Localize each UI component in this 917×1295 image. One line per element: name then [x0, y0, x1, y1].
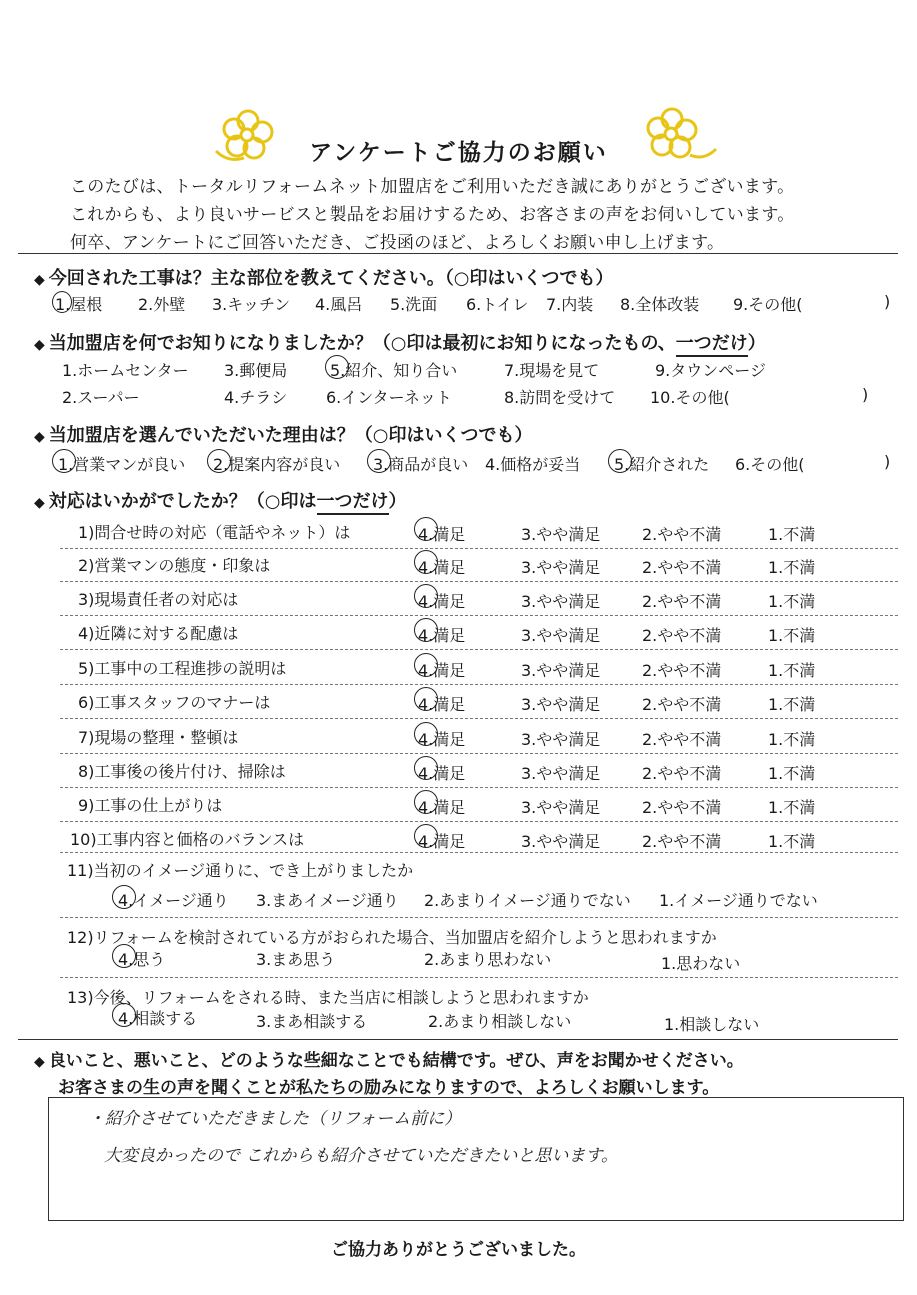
q1-option-1[interactable]: 1.屋根: [55, 295, 103, 314]
q4-rating-option[interactable]: 2.やや不満: [642, 525, 722, 544]
q2-heading: ◆ 当加盟店を何でお知りになりましたか？（○印は最初にお知りになったもの、一つだけ）: [34, 329, 766, 355]
q12-option-2[interactable]: 2.あまり思わない: [424, 950, 552, 969]
q4-item-label: 3)現場責任者の対応は: [78, 590, 239, 609]
q1-option-5[interactable]: 5.洗面: [390, 295, 438, 314]
row-divider: [60, 718, 898, 719]
q4-rating-option[interactable]: 3.やや満足: [521, 798, 601, 817]
q11-option-2[interactable]: 2.あまりイメージ通りでない: [424, 891, 631, 910]
q3-option-1[interactable]: 1.営業マンが良い: [58, 455, 186, 474]
q4-rating-option[interactable]: 2.やや不満: [642, 626, 722, 645]
q12-option-3[interactable]: 3.まあ思う: [256, 950, 336, 969]
q12-option-4[interactable]: 4.思う: [118, 950, 166, 969]
q2-option-7[interactable]: 7.現場を見て: [504, 361, 600, 380]
q4-rating-option[interactable]: 4.満足: [418, 525, 466, 544]
q3-option-2[interactable]: 2.提案内容が良い: [213, 455, 341, 474]
q1-option-8[interactable]: 8.全体改装: [620, 295, 700, 314]
q4-rating-option[interactable]: 3.やや満足: [521, 592, 601, 611]
q4-item-label: 8)工事後の後片付け、掃除は: [78, 762, 286, 781]
q4-rating-option[interactable]: 4.満足: [418, 798, 466, 817]
q4-rating-option[interactable]: 2.やや不満: [642, 832, 722, 851]
q12-option-1[interactable]: 1.思わない: [661, 954, 741, 973]
q4-note-a: （○印は: [246, 491, 317, 512]
q4-note-b: 一つだけ: [317, 491, 389, 515]
q13-option-2[interactable]: 2.あまり相談しない: [428, 1012, 572, 1031]
q4-rating-option[interactable]: 4.満足: [418, 764, 466, 783]
q2-option-10[interactable]: 10.その他(: [650, 388, 730, 407]
q4-heading: ◆ 対応はいかがでしたか？（○印は一つだけ）: [34, 487, 407, 513]
q4-item-label: 7)現場の整理・整頓は: [78, 728, 239, 747]
q4-rating-option[interactable]: 4.満足: [418, 695, 466, 714]
q2-option-10-close: ): [862, 385, 869, 404]
q4-rating-option[interactable]: 4.満足: [418, 730, 466, 749]
q12-label: 12)リフォームを検討されている方がおられた場合、当加盟店を紹介しようと思われますか: [67, 928, 717, 947]
handwritten-comment-1: ・紹介させていただきました（リフォーム前に）: [88, 1109, 462, 1129]
q1-note: （○印はいくつでも）: [444, 268, 614, 289]
q1-option-7[interactable]: 7.内装: [546, 295, 594, 314]
row-divider: [60, 649, 898, 650]
q4-rating-option[interactable]: 4.満足: [418, 626, 466, 645]
q4-rating-option[interactable]: 3.やや満足: [521, 525, 601, 544]
q2-note-a: （○印は最初にお知りになったもの、: [372, 333, 676, 354]
q4-rating-option[interactable]: 3.やや満足: [521, 626, 601, 645]
q4-rating-option[interactable]: 3.やや満足: [521, 764, 601, 783]
q1-option-9-close: ): [884, 292, 891, 311]
q4-rating-option[interactable]: 1.不満: [768, 558, 816, 577]
q4-item-label: 5)工事中の工程進捗の説明は: [78, 659, 287, 678]
q4-item-label: 4)近隣に対する配慮は: [78, 624, 239, 643]
q4-rating-option[interactable]: 2.やや不満: [642, 592, 722, 611]
row-divider: [60, 852, 898, 853]
footer-thanks: ご協力ありがとうございました。: [331, 1240, 586, 1260]
q3-option-6-close: ): [884, 452, 891, 471]
q3-note: （○印はいくつでも）: [354, 425, 533, 446]
q13-option-1[interactable]: 1.相談しない: [664, 1015, 760, 1034]
q4-rating-option[interactable]: 1.不満: [768, 626, 816, 645]
q4-rating-option[interactable]: 4.満足: [418, 661, 466, 680]
q2-text: 当加盟店を何でお知りになりましたか？: [48, 333, 373, 354]
q4-rating-option[interactable]: 1.不満: [768, 695, 816, 714]
intro-line-1: このたびは、トータルリフォームネット加盟店をご利用いただき誠にありがとうございます。: [70, 177, 795, 197]
q4-note-c: ）: [388, 491, 407, 512]
q4-item-label: 10)工事内容と価格のバランスは: [70, 830, 305, 849]
row-divider: [60, 753, 898, 754]
q4-item-label: 9)工事の仕上がりは: [78, 796, 223, 815]
q4-rating-option[interactable]: 3.やや満足: [521, 661, 601, 680]
row-divider: [60, 917, 898, 918]
selection-circle-icon: [52, 291, 72, 313]
q4-rating-option[interactable]: 3.やや満足: [521, 558, 601, 577]
q4-rating-option[interactable]: 1.不満: [768, 592, 816, 611]
q11-option-4[interactable]: 4.イメージ通り: [118, 891, 229, 910]
q11-label: 11)当初のイメージ通りに、でき上がりましたか: [67, 861, 414, 880]
q3-option-3[interactable]: 3.商品が良い: [373, 455, 469, 474]
q13-label: 13)今後、リフォームをされる時、また当店に相談しようと思われますか: [67, 988, 589, 1007]
page-title: アンケートご協力のお願い: [309, 140, 608, 166]
q1-options: [55, 292, 102, 315]
divider: [18, 253, 898, 254]
q4-rating-option[interactable]: 3.やや満足: [521, 695, 601, 714]
row-divider: [60, 787, 898, 788]
q4-rating-option[interactable]: 4.満足: [418, 558, 466, 577]
handwritten-comment-2: 大変良かったので これからも紹介させていただきたいと思います。: [104, 1146, 619, 1166]
q4-rating-option[interactable]: 2.やや不満: [642, 798, 722, 817]
q2-note-c: ）: [747, 333, 766, 354]
q4-rating-option[interactable]: 2.やや不満: [642, 764, 722, 783]
q11-option-3[interactable]: 3.まあイメージ通り: [256, 891, 399, 910]
q4-rating-option[interactable]: 3.やや満足: [521, 730, 601, 749]
free-prompt-1-text: 良いこと、悪いこと、どのような些細なことでも結構です。ぜひ、声をお聞かせください。: [48, 1051, 744, 1071]
q4-rating-option[interactable]: 2.やや不満: [642, 695, 722, 714]
q4-rating-option[interactable]: 1.不満: [768, 661, 816, 680]
q4-item-label: 2)営業マンの態度・印象は: [78, 556, 271, 575]
q2-option-5[interactable]: 5.紹介、知り合い: [330, 361, 458, 380]
q4-text: 対応はいかがでしたか？: [48, 491, 247, 512]
q1-heading: ◆ 今回された工事は？主な部位を教えてください。（○印はいくつでも）: [34, 268, 614, 289]
q2-option-3[interactable]: 3.郵便局: [224, 361, 288, 380]
q3-option-4[interactable]: 4.価格が妥当: [485, 455, 581, 474]
q4-rating-option[interactable]: 1.不満: [768, 730, 816, 749]
q1-option-9[interactable]: 9.その他(: [733, 295, 803, 314]
q1-option-4[interactable]: 4.風呂: [315, 295, 363, 314]
q1-option-3[interactable]: 3.キッチン: [212, 295, 291, 314]
q4-rating-option[interactable]: 2.やや不満: [642, 661, 722, 680]
free-prompt-1: ◆ 良いこと、悪いこと、どのような些細なことでも結構です。ぜひ、声をお聞かせください。: [34, 1051, 744, 1071]
row-divider: [60, 977, 898, 978]
q3-option-5[interactable]: 5.紹介された: [614, 455, 710, 474]
q2-option-6[interactable]: 6.インターネット: [326, 388, 452, 407]
intro-line-3: 何卒、アンケートにご回答いただき、ご投函のほど、よろしくお願い申し上げます。: [70, 233, 725, 253]
q4-rating-option[interactable]: 2.やや不満: [642, 730, 722, 749]
q2-note-b: 一つだけ: [676, 333, 748, 357]
q3-heading: ◆ 当加盟店を選んでいただいた理由は？（○印はいくつでも）: [34, 425, 533, 446]
q1-text: 今回された工事は？主な部位を教えてください。: [48, 268, 445, 289]
q1-option-2[interactable]: 2.外壁: [138, 295, 186, 314]
q4-item-label: 6)工事スタッフのマナーは: [78, 693, 271, 712]
free-prompt-2: お客さまの生の声を聞くことが私たちの励みになりますので、よろしくお願いします。: [58, 1078, 720, 1098]
row-divider: [60, 615, 898, 616]
row-divider: [60, 548, 898, 549]
row-divider: [60, 581, 898, 582]
q3-option-6[interactable]: 6.その他(: [735, 455, 805, 474]
q4-rating-option[interactable]: 1.不満: [768, 525, 816, 544]
q4-rating-option[interactable]: 4.満足: [418, 832, 466, 851]
q2-option-8[interactable]: 8.訪問を受けて: [504, 388, 616, 407]
q1-option-6[interactable]: 6.トイレ: [466, 295, 529, 314]
q4-rating-option[interactable]: 1.不満: [768, 764, 816, 783]
q11-option-1[interactable]: 1.イメージ通りでない: [659, 891, 818, 910]
q4-item-label: 1)問合せ時の対応（電話やネット）は: [78, 523, 351, 542]
row-divider: [60, 821, 898, 822]
q13-option-3[interactable]: 3.まあ相談する: [256, 1012, 368, 1031]
q4-rating-option[interactable]: 1.不満: [768, 832, 816, 851]
row-divider: [60, 684, 898, 685]
q3-text: 当加盟店を選んでいただいた理由は？: [48, 425, 355, 446]
q4-rating-option[interactable]: 3.やや満足: [521, 832, 601, 851]
q4-rating-option[interactable]: 4.満足: [418, 592, 466, 611]
q2-option-1[interactable]: 1.ホームセンター: [62, 361, 189, 380]
q4-rating-option[interactable]: 2.やや不満: [642, 558, 722, 577]
q2-option-2[interactable]: 2.スーパー: [62, 388, 140, 407]
q4-rating-option[interactable]: 1.不満: [768, 798, 816, 817]
intro-line-2: これからも、より良いサービスと製品をお届けするため、お客さまの声をお伺いしています。: [70, 205, 795, 225]
divider: [18, 1039, 898, 1040]
q13-option-4[interactable]: 4.相談する: [118, 1009, 198, 1028]
q2-option-9[interactable]: 9.タウンページ: [655, 361, 766, 380]
q2-option-4[interactable]: 4.チラシ: [224, 388, 288, 407]
